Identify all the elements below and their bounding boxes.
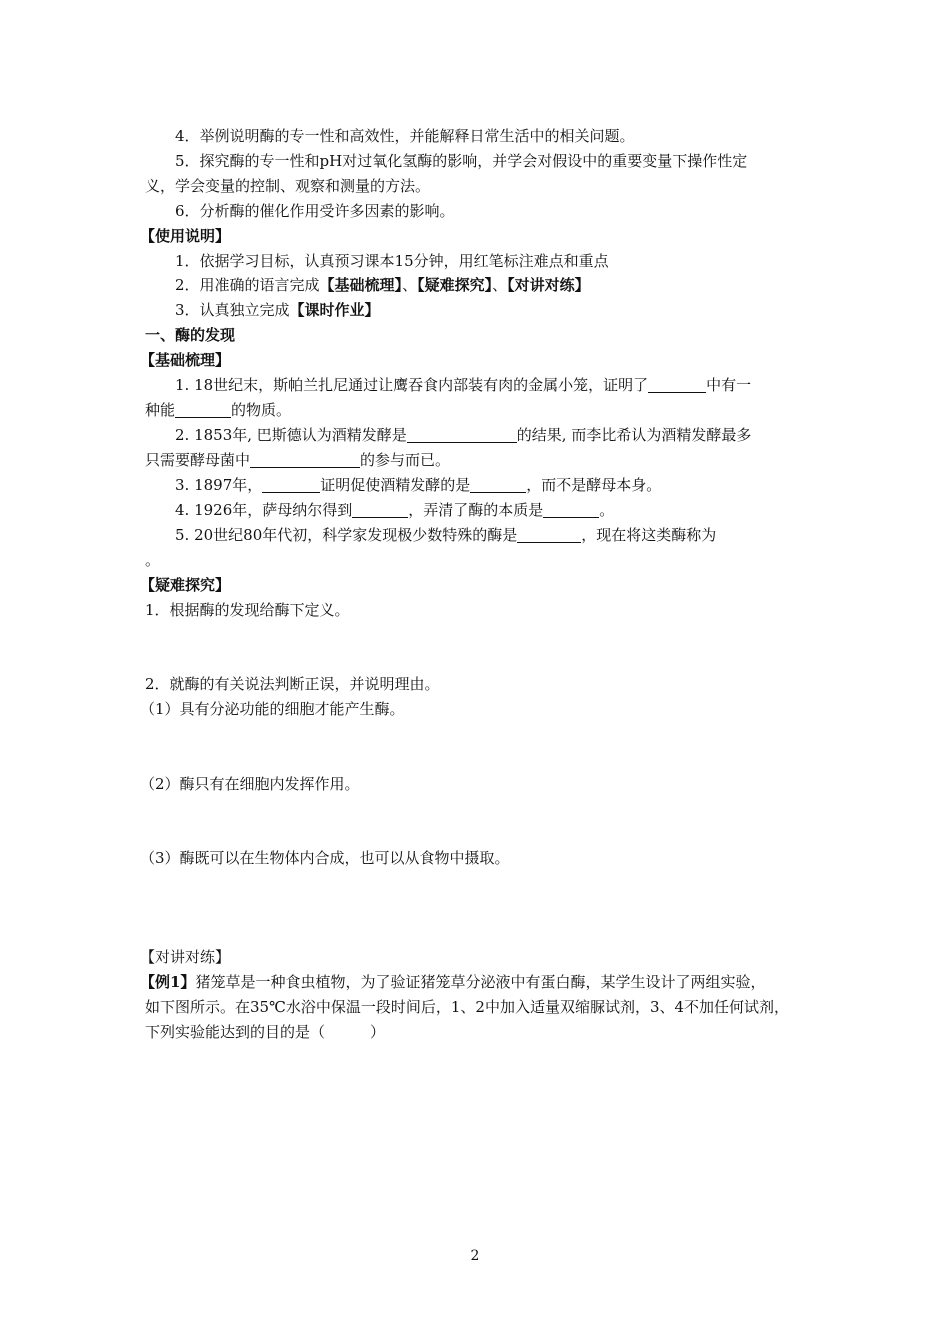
inquiry-heading: 【疑难探究】 bbox=[140, 576, 231, 594]
basics-q3: 3. 1897年， 证明促使酒精发酵的是 ，而不是酵母本身。 bbox=[175, 476, 662, 494]
usage-item-2-sep2: 、 bbox=[492, 276, 508, 294]
basics-q1-line1: 1. 18世纪末，斯帕兰扎尼通过让鹰吞食内部装有肉的金属小笼，证明了 中有一 bbox=[175, 376, 752, 394]
blank-line bbox=[352, 502, 408, 518]
usage-item-2-basics: 【基础梳理】 bbox=[319, 276, 403, 294]
objective-5-line2: 义，学会变量的控制、观察和测量的方法。 bbox=[145, 177, 431, 195]
basics-heading: 【基础梳理】 bbox=[140, 351, 231, 369]
usage-heading: 【使用说明】 bbox=[140, 227, 231, 245]
blank-line bbox=[648, 377, 706, 393]
inquiry-q2: 2．就酶的有关说法判断正误，并说明理由。 bbox=[145, 675, 440, 693]
usage-item-2-text: 2．用准确的语言完成 bbox=[175, 276, 320, 294]
usage-item-3-homework: 【课时作业】 bbox=[289, 301, 380, 319]
example-1-label: 【例1】 bbox=[140, 973, 196, 991]
blank-line bbox=[407, 427, 517, 443]
basics-q2-line1: 2. 1853年, 巴斯德认为酒精发酵是 的结果, 而李比希认为酒精发酵最多 bbox=[175, 426, 752, 444]
blank-line bbox=[543, 502, 599, 518]
example-1-line3: 下列实验能达到的目的是（ ） bbox=[145, 1023, 386, 1041]
example-1-line1: 【例1】猪笼草是一种食虫植物，为了验证猪笼草分泌液中有蛋白酶，某学生设计了两组实验， bbox=[140, 973, 766, 991]
blank-line bbox=[175, 402, 231, 418]
page-number: 2 bbox=[470, 1248, 480, 1264]
basics-q4: 4. 1926年，萨母纳尔得到 ，弄清了酶的本质是 。 bbox=[175, 501, 615, 519]
example-1-line2: 如下图所示。在35℃水浴中保温一段时间后，1、2中加入适量双缩脲试剂，3、4不加任何试剂， bbox=[145, 998, 790, 1016]
basics-q1-line2: 种能 的物质。 bbox=[145, 401, 292, 419]
basics-q5-line2: 。 bbox=[145, 551, 161, 569]
usage-item-3-text: 3．认真独立完成 bbox=[175, 301, 290, 319]
inquiry-sub-2: （2）酶只有在细胞内发挥作用。 bbox=[140, 775, 360, 793]
usage-item-3 bbox=[175, 298, 380, 322]
practice-heading: 【对讲对练】 bbox=[140, 948, 231, 966]
usage-item-2-sep1: 、 bbox=[402, 276, 418, 294]
inquiry-sub-1: （1）具有分泌功能的细胞才能产生酶。 bbox=[140, 700, 405, 718]
blank-line bbox=[470, 477, 526, 493]
usage-item-2-inquiry: 【疑难探究】 bbox=[417, 276, 493, 294]
basics-q5-line1: 5. 20世纪80年代初，科学家发现极少数特殊的酶是 ，现在将这类酶称为 bbox=[175, 526, 717, 544]
usage-item-2-practice: 【对讲对练】 bbox=[507, 276, 590, 294]
objective-4: 4．举例说明酶的专一性和高效性，并能解释日常生活中的相关问题。 bbox=[175, 127, 635, 145]
blank-line bbox=[250, 452, 360, 468]
usage-item-2 bbox=[175, 273, 590, 297]
blank-line bbox=[262, 477, 320, 493]
objective-6: 6．分析酶的催化作用受许多因素的影响。 bbox=[175, 202, 455, 220]
inquiry-sub-3: （3）酶既可以在生物体内合成，也可以从食物中摄取。 bbox=[140, 849, 510, 867]
usage-item-1: 1．依据学习目标，认真预习课本15分钟，用红笔标注难点和重点 bbox=[175, 252, 609, 270]
objective-5-line1: 5．探究酶的专一性和pH对过氧化氢酶的影响，并学会对假设中的重要变量下操作性定 bbox=[175, 152, 748, 170]
inquiry-q1: 1．根据酶的发现给酶下定义。 bbox=[145, 601, 350, 619]
basics-q2-line2: 只需要酵母菌中 的参与而已。 bbox=[145, 451, 451, 469]
blank-line bbox=[517, 527, 581, 543]
section-title: 一、酶的发现 bbox=[145, 326, 236, 344]
